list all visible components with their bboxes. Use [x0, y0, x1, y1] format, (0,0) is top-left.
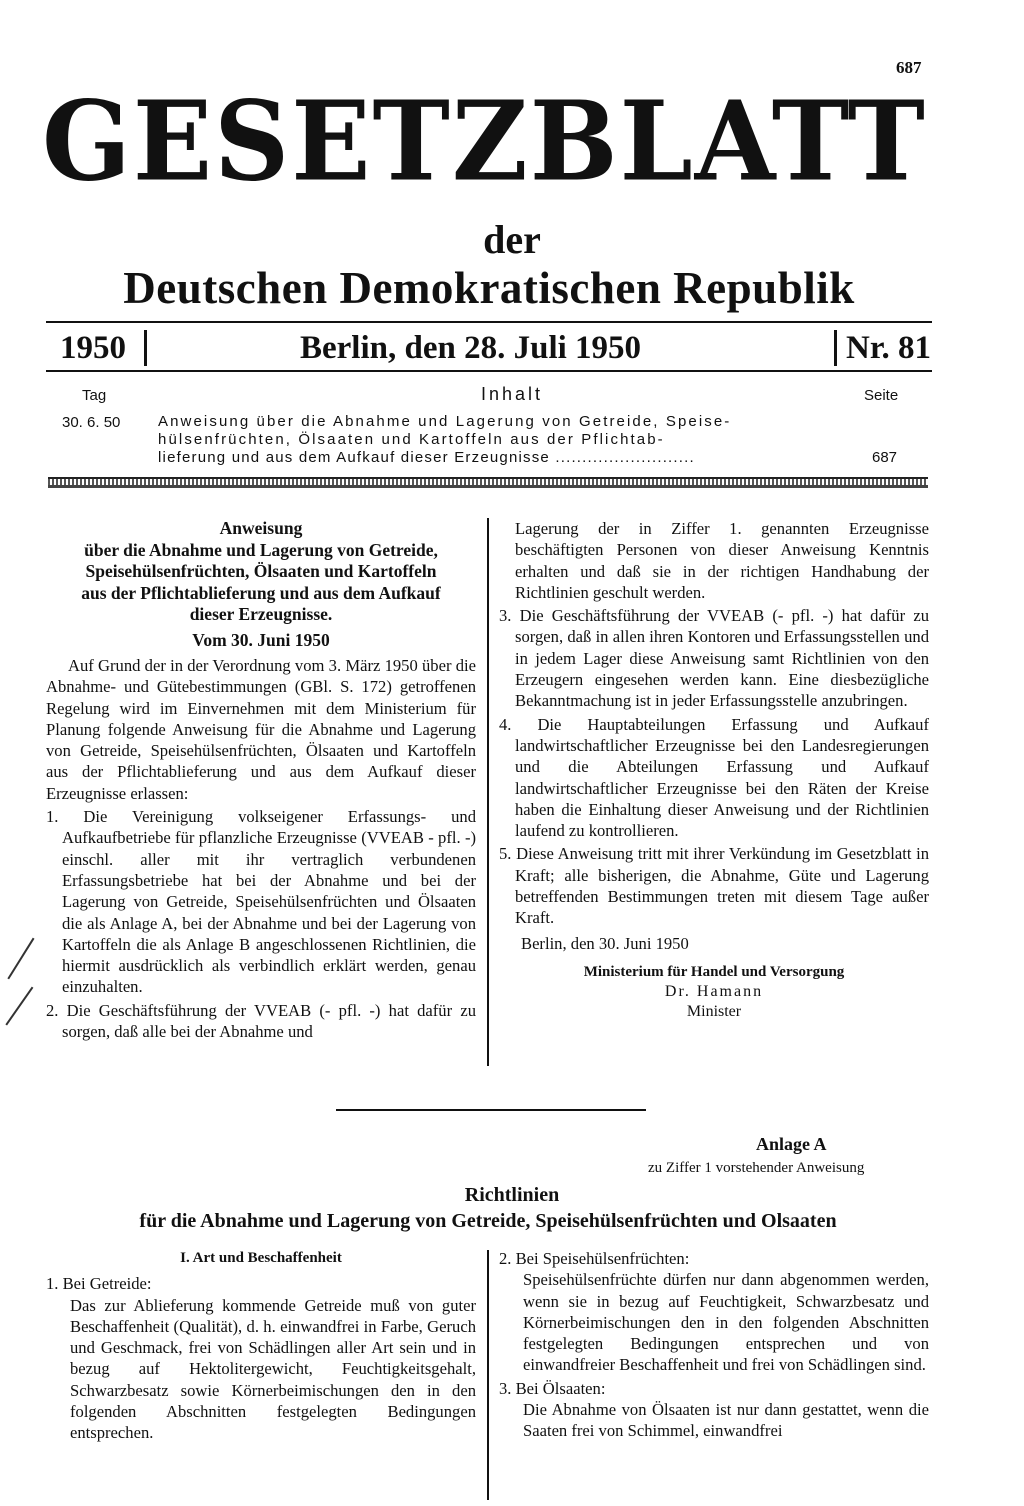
decree-title-line: Anweisung — [219, 518, 303, 538]
toc-separator-rule — [48, 477, 928, 488]
toc-col-inhalt: Inhalt — [480, 384, 544, 404]
annex-text-3: Die Abnahme von Ölsaaten ist nur dann gestattet, wenn die Saaten frei von Schimmel, einwandfrei — [523, 1400, 929, 1441]
masthead-subtitle: Deutschen Demokratischen Republik — [123, 263, 855, 313]
toc-entry-date: 30. 6. 50 — [62, 414, 121, 431]
decree-title-line: aus der Pflichtablieferung und aus dem Aufkauf — [81, 582, 441, 603]
decree-signer-title: Minister — [686, 1002, 742, 1020]
masthead-title: GESETZBLATT — [42, 76, 927, 206]
decree-item-4: 4. Die Hauptabteilungen Erfassung und Aufkauf landwirtschaftlicher Erzeugnisse bei den Landesregierungen und die Abteilungen Erfassung und Aufkauf landwirtschaftlicher Erzeugnisse bei den Räten der Kreise haben die Einhaltung dieser Anweisung und der Richtlinien laufend zu kontrollieren. — [499, 714, 929, 841]
page-number: 687 — [896, 58, 922, 77]
annex-title-2: für die Abnahme und Lagerung von Getreide, Speisehülsenfrüchten und Olsaaten — [139, 1210, 837, 1232]
issue-place-date: Berlin, den 28. Juli 1950 — [300, 330, 642, 366]
annex-subtitle: zu Ziffer 1 vorstehender Anweisung — [648, 1160, 865, 1176]
annex-sub-2: 2. Bei Speisehülsenfrüchten: — [499, 1249, 690, 1268]
issue-year: 1950 — [60, 330, 126, 366]
decree-left-column — [46, 518, 476, 1042]
annex-sub-3: 3. Bei Ölsaaten: — [499, 1378, 606, 1398]
decree-right-column — [499, 518, 929, 1022]
margin-pencil-mark — [5, 987, 33, 1026]
header-bottom-rule — [46, 370, 932, 372]
decree-item-2-start: 2. Die Geschäftsführung der VVEAB (- pfl. -) hat dafür zu sorgen, daß alle bei der Abnahme und — [46, 1000, 476, 1042]
annex-column-divider — [487, 1250, 489, 1500]
header-divider-left — [144, 330, 147, 366]
decree-closing-place: Berlin, den 30. Juni 1950 — [521, 933, 689, 953]
annex-section-heading: I. Art und Beschaffenheit — [180, 1250, 342, 1266]
annex-label: Anlage A — [756, 1134, 827, 1154]
decree-title — [46, 518, 476, 651]
annex-sub-1: 1. Bei Getreide: — [46, 1274, 152, 1294]
decree-ministry: Ministerium für Handel und Versorgung — [583, 963, 845, 980]
masthead-der: der — [483, 217, 541, 262]
decree-date: Vom 30. Juni 1950 — [192, 629, 330, 650]
toc-entry-line-3: lieferung und aus dem Aufkauf dieser Erzeugnisse .......................... — [158, 449, 695, 466]
decree-title-line: über die Abnahme und Lagerung von Getreide, — [84, 539, 438, 560]
header-divider-right — [834, 330, 837, 366]
decree-signer: Dr. Hamann — [664, 982, 764, 1000]
annex-text-2: Speisehülsenfrüchte dürfen nur dann abgenommen werden, wenn sie in bezug auf Feuchtigkeit, Schwarzbesatz und Körnerbeimischungen den in den folgenden Abschnitten festgelegten Bedingungen entsprechen und von einwandfreier Beschaffenheit und frei von Schädlingen sind. — [523, 1270, 929, 1375]
column-divider — [487, 518, 489, 1066]
decree-title-line: Speisehülsenfrüchten, Ölsaaten und Kartoffeln — [85, 561, 437, 581]
margin-pencil-mark — [7, 938, 34, 980]
annex-title: Richtlinien — [464, 1184, 560, 1206]
decree-item-3: 3. Die Geschäftsführung der VVEAB (- pfl. -) hat dafür zu sorgen, daß in allen ihren Kontoren und Erfassungsstellen und in jedem Lager diese Anweisung samt Richtlinien von den Erzeugern eingesehen werden kann. Eine diesbezügliche Bekanntmachung ist in jeder Erfassungsstelle anzubringen. — [499, 606, 929, 711]
annex-text-1: Das zur Ablieferung kommende Getreide muß von guter Beschaffenheit (Qualität), d. h. einwandfrei in Farbe, Geruch und Geschmack, frei von Schädlingen aller Art sein und in bezug auf Hektolitergewicht, Feuchtigkeitsgehalt, Schwarzbesatz sowie Körnerbeimischungen den in den folgenden Abschnitten festgelegten Bedingungen entsprechen. — [70, 1295, 476, 1443]
header-top-rule — [46, 321, 932, 323]
decree-title-line: dieser Erzeugnisse. — [189, 604, 333, 624]
decree-intro: Auf Grund der in der Verordnung vom 3. März 1950 über die Abnahme- und Gütebestimmungen (GBl. S. 172) getroffenen Regelung wird im Einvernehmen mit dem Ministerium für Planung folgende Anweisung für die Abnahme und Lagerung von Getreide, Speisehülsenfrüchten, Ölsaaten und Kartoffeln aus der Pflichtablieferung und aus dem Aufkauf dieser Erzeugnisse erlassen: — [46, 656, 476, 803]
annex-right-column — [499, 1248, 929, 1442]
section-separator — [336, 1109, 646, 1111]
toc-col-tag: Tag — [82, 387, 107, 404]
toc-entry-page: 687 — [872, 449, 898, 466]
decree-item-2-cont: Lagerung der in Ziffer 1. genannten Erzeugnisse beschäftigten Personen von dieser Anweisung Kenntnis erhalten und daß sie in der richtigen Handhabung der Richtlinien geschult werden. — [515, 519, 929, 602]
toc-entry-line-1: Anweisung über die Abnahme und Lagerung von Getreide, Speise- — [158, 413, 732, 430]
issue-number: Nr. 81 — [846, 330, 931, 366]
toc-entry-line-2: hülsenfrüchten, Ölsaaten und Kartoffeln aus der Pflichtab- — [158, 431, 665, 448]
decree-item-1: 1. Die Vereinigung volkseigener Erfassungs- und Aufkaufbetriebe für pflanzliche Erzeugnisse (VVEAB - pfl. -) einschl. aller mit ihr vertraglich verbundenen Erfassungsbetriebe hat bei der Abnahme und bei der Lagerung von Getreide, Speisehülsenfrüchten und Ölsaaten die als Anlage A, bei der Abnahme und bei der Lagerung von Kartoffeln die als Anlage B angeschlossenen Richtlinien, die hiermit ausdrücklich als verbindlich erklärt werden, genau einzuhalten. — [46, 807, 476, 997]
decree-item-5: 5. Diese Anweisung tritt mit ihrer Verkündung im Gesetzblatt in Kraft; alle bisherigen, die Abnahme, Güte und Lagerung betreffenden Bestimmungen treten mit diesem Tage außer Kraft. — [499, 844, 929, 928]
annex-left-column — [46, 1248, 476, 1444]
toc-col-seite: Seite — [864, 387, 899, 404]
